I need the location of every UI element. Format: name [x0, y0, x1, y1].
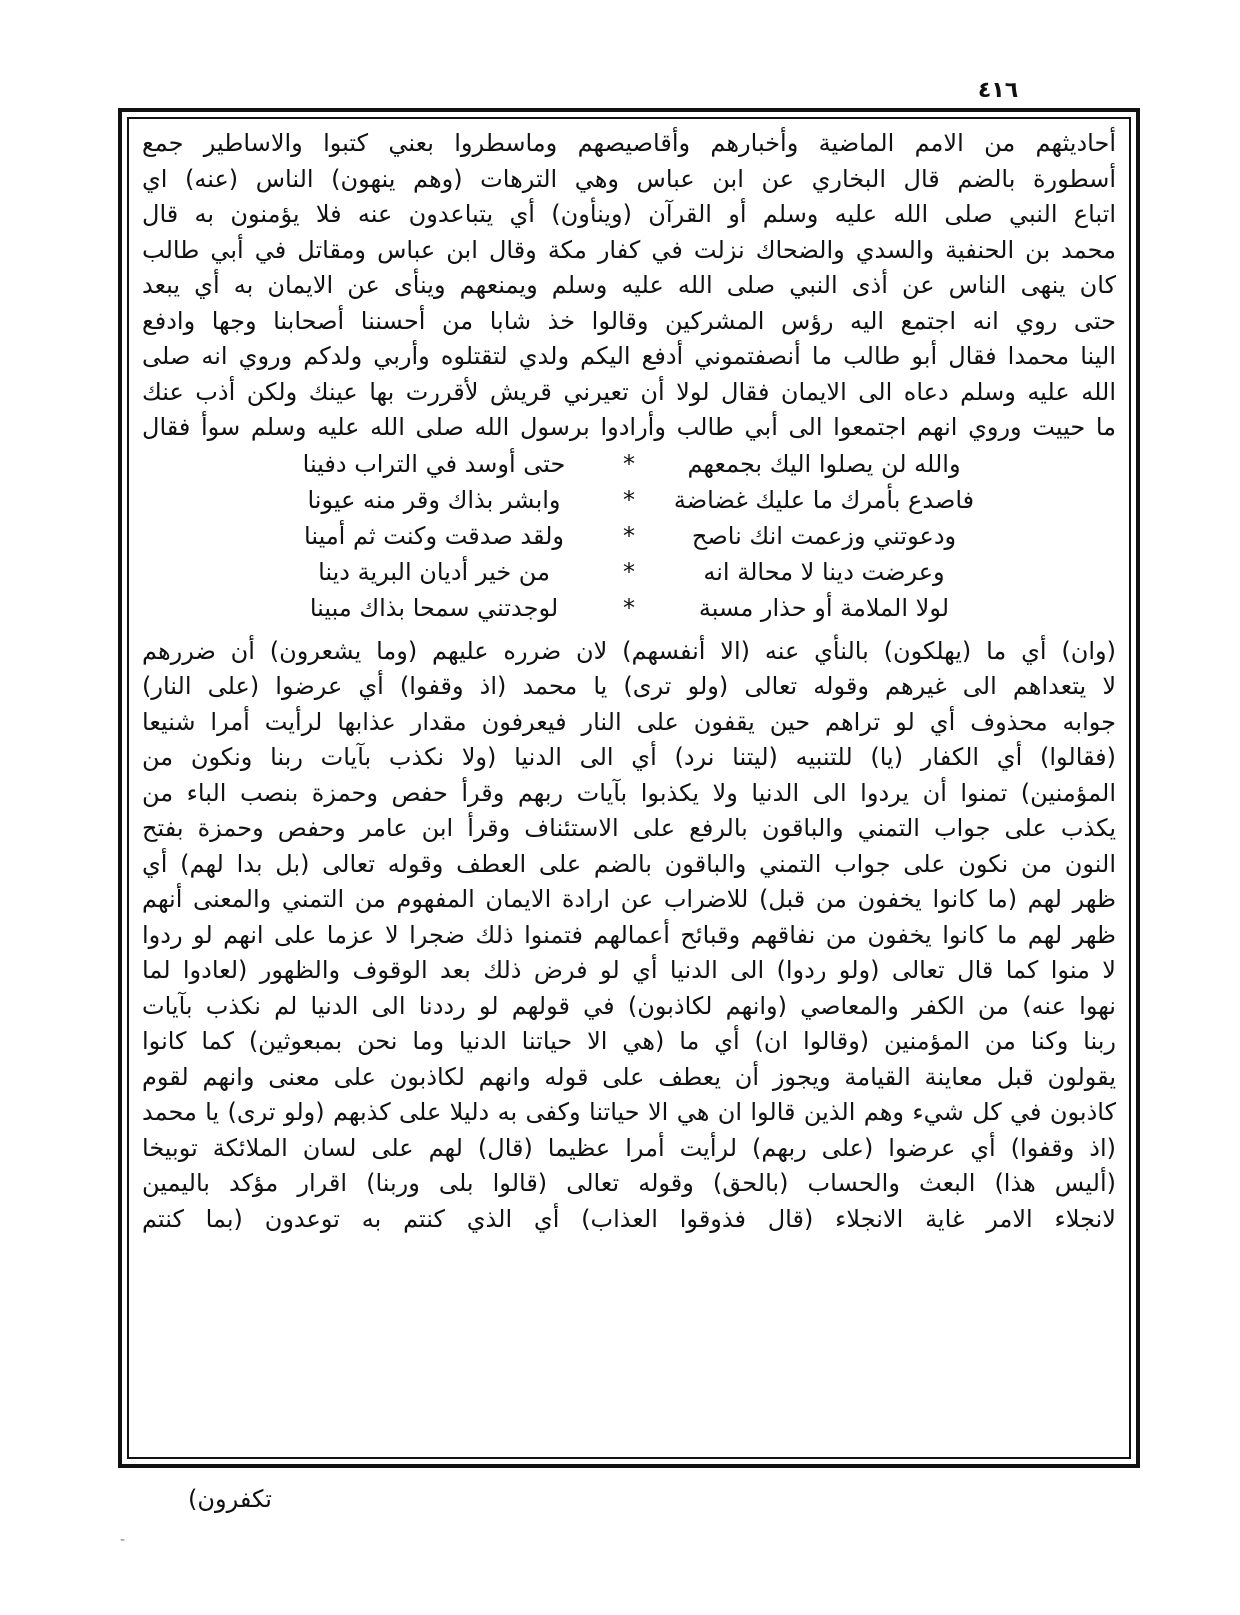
text-line: يكذب على جواب التمني والباقون بالرفع على الاستئناف وقرأ ابن عامر وحفص وحمزة بفتح: [142, 814, 1116, 842]
page-number: ٤١٦: [977, 78, 1019, 103]
text-line: ما حييت وروي انهم اجتمعوا الى أبي طالب وأرادوا برسول الله صلى الله عليه وسلم سوأ فقال: [142, 413, 1116, 441]
text-line: لا يتعداهم الى غيرهم وقوله تعالى (ولو ترى) يا محمد (اذ وقفوا) أي عرضوا (على النار): [142, 672, 1116, 700]
poem-verse: [142, 554, 1116, 590]
text-line: جوابه محذوف أي لو تراهم حين يقفون على النار فيعرفون مقدار عذابها لرأيت أمرا شنيعا: [142, 707, 1116, 736]
poem-verse: [142, 518, 1116, 554]
text-line: (أليس هذا) البعث والحساب (بالحق) وقوله تعالى (قالوا بلى وربنا) اقرار مؤكد باليمين: [142, 1169, 1116, 1197]
text-line: أسطورة بالضم قال البخاري عن ابن عباس وهي الترهات (وهم ينهون) الناس (عنه) اي: [142, 164, 1116, 193]
poem-verse: [142, 482, 1116, 518]
text-line: أحاديثهم من الامم الماضية وأخبارهم وأقاصيصهم وماسطروا بعني كتبوا والاساطير جمع: [142, 129, 1116, 157]
verse-first-hemistich: لولا الملامة أو حذار مسبة: [698, 593, 950, 622]
text-line: (اذ وقفوا) أي عرضوا (على ربهم) لرأيت أمرا عظيما (قال) لهم على لسان الملائكة توبيخا: [142, 1133, 1116, 1162]
text-line: الله عليه وسلم دعاه الى الايمان فقال لولا أن تعيرني قريش لأقررت بها عينك ولكن أذب عنك: [142, 377, 1116, 406]
verse-separator-icon: *: [623, 449, 635, 478]
text-line: ربنا وكنا من المؤمنين (وقالوا ان) أي ما (هي الا حياتنا الدنيا وما نحن بمبعوثين) كما كانوا: [142, 1027, 1116, 1055]
verse-separator-icon: *: [623, 557, 635, 586]
text-line: النون من نكون على جواب التمني والباقون بالضم على العطف وقوله تعالى (بل بدا لهم) أي: [142, 849, 1116, 878]
text-line: محمد بن الحنفية والسدي والضحاك نزلت في كفار مكة وقال ابن عباس ومقاتل في أبي طالب: [142, 235, 1116, 264]
main-text: [142, 126, 1116, 1237]
verse-second-hemistich: حتى أوسد في التراب دفينا: [302, 449, 566, 478]
poem-verse: [142, 590, 1116, 626]
verse-first-hemistich: والله لن يصلوا اليك بجمعهم: [687, 449, 961, 478]
text-line: نهوا عنه) من الكفر والمعاصي (وانهم لكاذبون) في قولهم لو رددنا الى الدنيا لم نكذب بآيات: [142, 991, 1116, 1020]
text-line: حتى روي انه اجتمع اليه رؤس المشركين وقالوا خذ شابا من أحسننا أصحابنا وجها وادفع: [142, 306, 1116, 335]
text-line: اتباع النبي صلى الله عليه وسلم أو القرآن (وينأون) أي يتباعدون عنه فلا يؤمنون به قال: [142, 200, 1116, 228]
stray-mark: -: [120, 1532, 126, 1548]
verse-second-hemistich: وابشر بذاك وقر منه عيونا: [307, 485, 561, 514]
verse-first-hemistich: وعرضت دينا لا محالة انه: [703, 557, 945, 586]
verse-second-hemistich: ولقد صدقت وكنت ثم أمينا: [304, 521, 564, 550]
commentary-text: [142, 634, 1116, 1238]
verse-separator-icon: *: [623, 593, 635, 622]
text-line: لانجلاء الامر غاية الانجلاء (قال فذوقوا العذاب) أي الذي كنتم به توعدون (بما كنتم: [142, 1204, 1116, 1233]
verse-separator-icon: *: [623, 521, 635, 550]
text-line: المؤمنين) تمنوا أن يردوا الى الدنيا ولا يكذبوا بآيات ربهم وقرأ حفص وحمزة بنصب الباء من: [142, 778, 1116, 807]
text-line: (فقالوا) أي الكفار (يا) للتنبيه (ليتنا نرد) أي الى الدنيا (ولا نكذب بآيات ربنا ونكون من: [142, 743, 1116, 771]
verse-separator-icon: *: [623, 485, 635, 514]
text-line: (وان) أي ما (يهلكون) بالنأي عنه (الا أنفسهم) لان ضرره عليهم (وما يشعرون) أن ضررهم: [142, 636, 1116, 665]
text-line: ظهر لهم (ما كانوا يخفون من قبل) للاضراب عن ارادة الايمان المفهوم من التمني والمعنى أنهم: [142, 885, 1116, 913]
text-line: الينا محمدا فقال أبو طالب ما أنصفتموني أدفع اليكم ولدي لتقتلوه وأربي ولدكم وروي انه صلى: [142, 342, 1116, 370]
text-line: كاذبون في كل شيء وهم الذين قالوا ان هي الا حياتنا وكفى به دليلا على كذبهم (ولو ترى) يا محمد: [142, 1098, 1116, 1126]
poem: [142, 446, 1116, 626]
verse-second-hemistich: من خير أديان البرية دينا: [318, 557, 550, 586]
verse-first-hemistich: ودعوتني وزعمت انك ناصح: [691, 521, 957, 550]
verse-second-hemistich: لوجدتني سمحا بذاك مبينا: [309, 593, 559, 622]
text-line: كان ينهى الناس عن أذى النبي صلى الله عليه وسلم ويمنعهم وينأى عن الايمان به أي يبعد: [142, 271, 1116, 299]
text-line: ظهر لهم ما كانوا يخفون من نفاقهم وقبائح أعمالهم فتمنوا ذلك ضجرا لا عزما على انهم لو ردوا: [142, 920, 1116, 949]
text-line: يقولون قبل معاينة القيامة ويجوز أن يعطف على قوله وانهم لكاذبون على معنى وانهم لقوم: [142, 1062, 1116, 1091]
poem-verse: [142, 446, 1116, 482]
catchword: تكفرون): [188, 1485, 272, 1513]
text-line: لا منوا كما قال تعالى (ولو ردوا) الى الدنيا أي لو فرض ذلك بعد الوقوف والظهور (لعادوا لما: [142, 956, 1116, 984]
verse-first-hemistich: فاصدع بأمرك ما عليك غضاضة: [673, 485, 975, 514]
